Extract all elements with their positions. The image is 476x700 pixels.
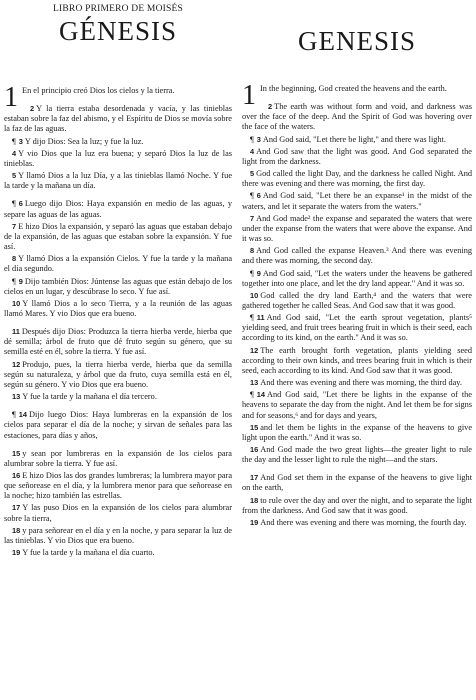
verse-text: And there was evening and there was morning, the third day. (260, 378, 462, 388)
verse-2 (4, 104, 232, 134)
verse-number: 7 (250, 213, 255, 223)
verse-8 (4, 254, 232, 274)
verse-number: 16 (250, 445, 259, 454)
verse-14 (242, 390, 472, 420)
verse-2 (242, 102, 472, 132)
verse-number: 11 (256, 313, 265, 323)
verse-number: 9 (256, 268, 261, 278)
english-column (242, 0, 472, 527)
verse-number: 2 (268, 102, 273, 112)
verse-number: 2 (30, 104, 35, 114)
verse-1 (242, 80, 472, 111)
verse-12 (242, 346, 472, 376)
verse-1 (4, 82, 232, 113)
verse-10 (242, 291, 472, 311)
verse-number: 8 (12, 254, 17, 264)
verse-number: 3 (18, 136, 23, 146)
chapter-number: 1 (242, 80, 256, 111)
verse-text: And God called the expanse Heaven.³ And there was evening and there was morning, the second day. (242, 246, 472, 266)
verse-text: to rule over the day and over the night, and to separate the light from the darkness. And God saw that it was good. (242, 495, 472, 515)
verse-text: And God saw that the light was good. And God separated the light from the darkness. (242, 146, 472, 166)
verse-number: 11 (12, 327, 20, 337)
verse-number: 13 (250, 378, 259, 388)
verse-number: 10 (250, 290, 259, 300)
verse-number: 18 (12, 525, 21, 535)
verse-14 (4, 410, 232, 440)
verse-text: Y la tierra estaba desordenada y vacía, y las tinieblas estaban sobre la faz del abismo, y el Espíritu de Dios se movía sobre la faz de las aguas. (4, 104, 232, 134)
paragraph-mark: ¶ (250, 191, 254, 201)
verse-7 (242, 214, 472, 244)
verse-text: Y llamó Dios a la expansión Cielos. Y fue la tarde y la mañana el día segundo. (4, 254, 232, 274)
verse-19 (242, 518, 472, 528)
verse-5 (242, 169, 472, 189)
verse-13 (242, 378, 472, 388)
verse-10 (4, 299, 232, 319)
verse-number: 3 (256, 134, 261, 144)
verse-text: And God set them in the expanse of the heavens to give light on the earth, (242, 473, 472, 493)
verse-number: 7 (12, 221, 17, 231)
verse-15 (4, 449, 232, 469)
verse-17 (242, 473, 472, 493)
verse-9 (4, 277, 232, 297)
verse-16 (4, 471, 232, 501)
verse-18 (242, 496, 472, 516)
verse-number: 18 (250, 495, 259, 505)
verse-text: Y dijo Dios: Sea la luz; y fue la luz. (24, 136, 144, 146)
verse-text: And there was evening and there was morning, the fourth day. (260, 517, 467, 527)
verse-number: 17 (12, 503, 21, 513)
verse-15 (242, 423, 472, 443)
verse-text: And God said, "Let there be lights in the expanse of the heavens to separate the day from the night. And let them be for signs and for seasons,⁶ and for days and years, (242, 390, 472, 420)
verse-text: And God said, "Let the earth sprout vegetation, plants⁵ yielding seed, and fruit trees bearing fruit in which is their seed, each according to its kind, on the earth." And it was so. (242, 313, 472, 343)
verse-text: E hizo Dios las dos grandes lumbreras; la lumbrera mayor para que señorease en el día, y la lumbrera menor para que señorease en la noche; hizo también las estrellas. (4, 471, 232, 501)
verse-12 (4, 360, 232, 390)
paragraph-mark: ¶ (12, 276, 16, 286)
verse-number: 5 (12, 171, 17, 181)
verse-number: 9 (18, 276, 23, 286)
verse-6 (4, 199, 232, 219)
verse-8 (242, 246, 472, 266)
paragraph-mark: ¶ (12, 199, 16, 209)
verse-number: 14 (256, 390, 265, 400)
paragraph-mark: ¶ (250, 134, 254, 144)
verse-7 (4, 222, 232, 252)
verse-5 (4, 171, 232, 191)
verse-3 (4, 137, 232, 147)
verse-text: And God said, "Let there be light," and there was light. (262, 134, 446, 144)
english-verses (242, 80, 472, 530)
verse-text: Dijo luego Dios: Haya lumbreras en la expansión de los cielos para separar el día de la noche; y sirvan de señales para las estaciones, para días y años, (4, 410, 232, 440)
verse-6 (242, 191, 472, 211)
verse-text: E hizo Dios la expansión, y separó las aguas que estaban debajo de la expansión, de las aguas que estaban sobre la expansión. Y fue así. (4, 221, 232, 252)
verse-number: 15 (250, 422, 259, 432)
spanish-verses (4, 82, 232, 560)
paragraph-mark: ¶ (250, 268, 254, 278)
verse-text: En el principio creó Dios los cielos y la tierra. (22, 86, 175, 95)
verse-number: 16 (12, 471, 21, 480)
verse-16 (242, 445, 472, 465)
verse-text: And God made² the expanse and separated the waters that were under the expanse from the waters that were above the expanse. And it was so. (242, 213, 472, 244)
verse-text: And God said, "Let the waters under the heavens be gathered together into one place, and let the dry land appear." And it was so. (242, 268, 472, 288)
chapter-number: 1 (4, 82, 18, 113)
verse-number: 4 (250, 146, 255, 156)
verse-text: Y fue la tarde y la mañana el día cuarto. (22, 548, 155, 558)
verse-11 (242, 313, 472, 343)
verse-3 (242, 135, 472, 145)
verse-text: In the beginning, God created the heavens and the earth. (260, 84, 447, 93)
verse-number: 6 (256, 191, 261, 201)
verse-text: The earth brought forth vegetation, plants yielding seed according to their own kinds, and trees bearing fruit in which is their seed, each according to its kind. And God saw that it was good. (242, 345, 472, 375)
verse-4 (242, 147, 472, 167)
verse-text: Y fue la tarde y la mañana el día tercero. (22, 392, 157, 402)
verse-13 (4, 392, 232, 402)
verse-number: 15 (12, 448, 21, 458)
verse-number: 13 (12, 392, 21, 402)
verse-text: Y vio Dios que la luz era buena; y separó Dios la luz de las tinieblas. (4, 148, 232, 168)
spanish-column (4, 0, 232, 558)
verse-text: And God made the two great lights—the greater light to rule the day and the lesser light to rule the night—and the stars. (242, 445, 472, 465)
paragraph-mark: ¶ (250, 313, 254, 323)
verse-text: The earth was without form and void, and darkness was over the face of the deep. And the Spirit of God was hovering over the face of the waters. (242, 102, 472, 132)
paragraph-mark: ¶ (12, 136, 16, 146)
verse-text: Después dijo Dios: Produzca la tierra hierba verde, hierba que dé semilla; árbol de fruto que dé fruto según su género, que su semilla esté en él, sobre la tierra. Y fue así. (4, 327, 232, 357)
verse-19 (4, 548, 232, 558)
verse-text: Y llamó Dios a lo seco Tierra, y a la reunión de las aguas llamó Mares. Y vio Dios que era bueno. (4, 298, 232, 318)
english-header (242, 26, 472, 56)
verse-text: and let them be lights in the expanse of the heavens to give light upon the earth." And it was so. (242, 422, 472, 442)
verse-text: y para señorear en el día y en la noche, y para separar la luz de las tinieblas. Y vio Dios que era bueno. (4, 525, 232, 545)
verse-4 (4, 149, 232, 169)
verse-number: 4 (12, 148, 17, 158)
verse-9 (242, 269, 472, 289)
verse-text: God called the light Day, and the darkness he called Night. And there was evening and there was morning, the first day. (242, 169, 472, 189)
verse-11 (4, 327, 232, 357)
verse-number: 19 (12, 548, 21, 558)
verse-number: 12 (250, 345, 259, 355)
spanish-header (4, 4, 232, 46)
verse-text: God called the dry land Earth,⁴ and the waters that were gathered together he called Seas. And God saw that it was good. (242, 290, 472, 310)
book-subtitle: LIBRO PRIMERO DE MOISÉS (53, 4, 183, 14)
verse-number: 14 (18, 410, 27, 420)
verse-18 (4, 526, 232, 546)
verse-17 (4, 503, 232, 523)
verse-number: 6 (18, 199, 23, 209)
verse-number: 17 (250, 473, 259, 483)
verse-number: 5 (250, 169, 255, 179)
verse-number: 12 (12, 359, 21, 369)
verse-text: Produjo, pues, la tierra hierba verde, hierba que da semilla según su naturaleza, y árbol que da fruto, cuya semilla está en él, según su género. Y vio Dios que era bueno. (4, 359, 232, 389)
verse-text: y sean por lumbreras en la expansión de los cielos para alumbrar sobre la tierra. Y fue así. (4, 448, 232, 468)
verse-text: Y llamó Dios a la luz Día, y a las tinieblas llamó Noche. Y fue la tarde y la mañana un día. (4, 171, 232, 191)
verse-text: Luego dijo Dios: Haya expansión en medio de las aguas, y separe las aguas de las aguas. (4, 199, 232, 219)
verse-text: Dijo también Dios: Júntense las aguas que están debajo de los cielos en un lugar, y descúbrase lo seco. Y fue así. (4, 276, 232, 296)
verse-text: Y las puso Dios en la expansión de los cielos para alumbrar sobre la tierra, (4, 503, 232, 523)
book-title-spanish: GÉNESIS (58, 16, 177, 46)
verse-number: 19 (250, 517, 259, 527)
verse-number: 8 (250, 246, 255, 256)
verse-text: And God said, "Let there be an expanse¹ in the midst of the waters, and let it separate the waters from the waters." (242, 191, 472, 211)
paragraph-mark: ¶ (250, 390, 254, 400)
book-title-english: GENESIS (297, 26, 416, 56)
paragraph-mark: ¶ (12, 410, 16, 420)
verse-number: 10 (12, 298, 21, 308)
